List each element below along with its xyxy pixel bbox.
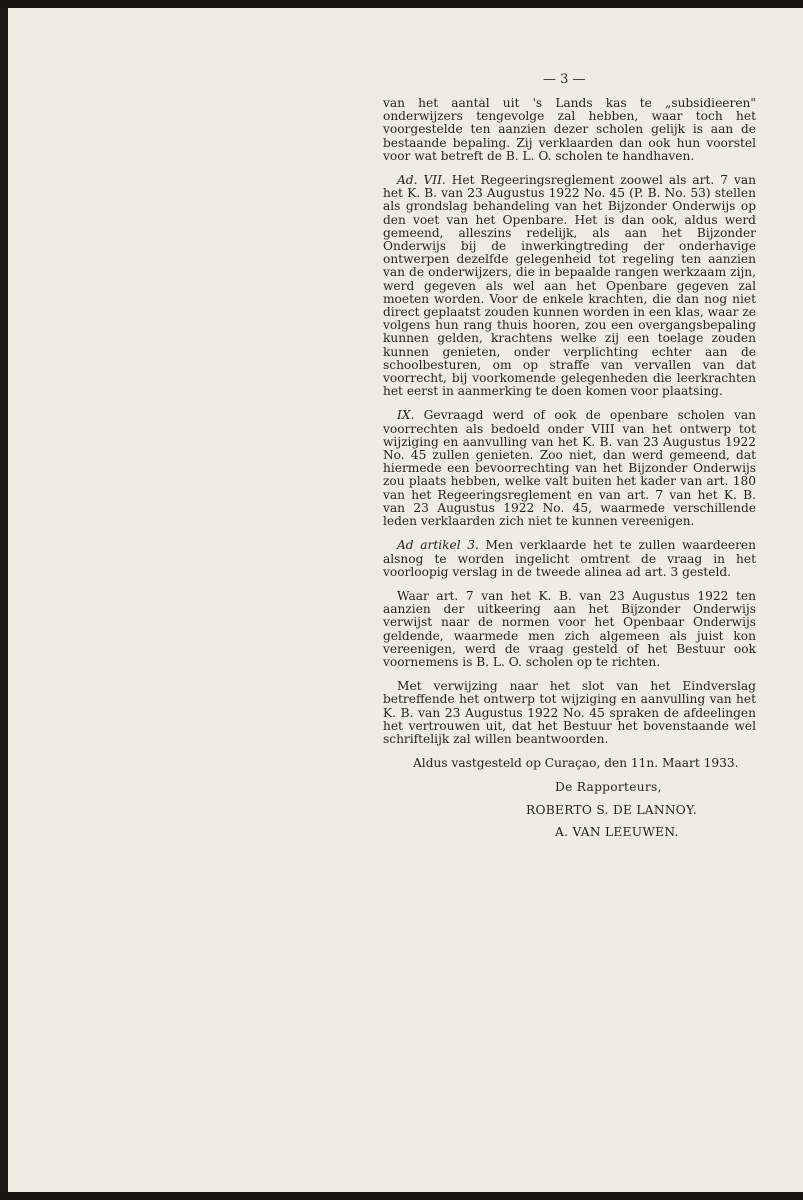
paragraph-intro-continuation [383,97,756,163]
document-body [383,97,756,848]
paragraph-ix [383,409,756,528]
paragraph-text: van het aantal uit 's Lands kas te „subsidieeren" onderwijzers tengevolge zal hebben, waar toch het voorgestelde ten aanzien dezer scholen gelijk is aan de bestaande bepaling. Zij verklaarden dan ook hun voorstel voor wat betreft de B. L. O. scholen te handhaven. [383,96,756,163]
paragraph-text: Het Regeeringsreglement zoowel als art. 7 van het K. B. van 23 Augustus 1922 No. 45 (P. B. No. 53) stellen als grondslag behandeling van het Bijzonder Onderwijs op den voet van het Openbare. Het is dan ook, aldus werd gemeend, alleszins redelijk, als aan het Bijzonder Onderwijs bij de inwerkingtreding der onderhavige ontwerpen dezelfde gelegenheid tot regeling ten aanzien van de onderwijzers, die in bepaalde rangen werkzaam zijn, werd gegeven als wel aan het Openbare gegeven zal moeten worden. Voor de enkele krachten, die dan nog niet direct geplaatst zouden kunnen worden in een klas, waar ze volgens hun rang thuis hooren, zou een overgangsbepaling kunnen gelden, krachtens welke zij een toelage zouden kunnen genieten, onder verplichting echter aan de schoolbesturen, om op straffe van vervallen van dat voorrecht, bij voorkomende gelegenheden die leerkrachten het eerst in aanmerking te doen komen voor plaatsing. [383,173,756,399]
signature-name: ROBERTO S. DE LANNOY. [526,802,698,817]
paragraph-ad-vii [383,174,756,398]
closing-line: Aldus vastgesteld op Curaçao, den 11n. Maart 1933. [413,756,739,771]
paragraph-lead: Ad. VII. [397,173,446,188]
scan-bottom-border [0,1192,803,1200]
paragraph-text: Men verklaarde het te zullen waardeeren alsnog te worden ingelicht omtrent de vraag in het voorloopig verslag in de tweede alinea ad art. 3 gesteld. [383,538,756,579]
scan-top-border [0,0,803,8]
paragraph-eindverslag [383,680,756,746]
signature-name: A. VAN LEEUWEN. [555,824,679,839]
signature-header: De Rapporteurs, [555,780,662,795]
paragraph-text: Met verwijzing naar het slot van het Eindverslag betreffende het ontwerp tot wijziging en aanvulling van het K. B. van 23 Augustus 1922 No. 45 spraken de afdeelingen het vertrouwen uit, dat het Bestuur het bovenstaande wel schriftelijk zal willen beantwoorden. [383,679,756,746]
page-number: — 3 — [543,72,586,87]
paragraph-lead: Ad artikel 3. [397,538,479,553]
paragraph-text: Waar art. 7 van het K. B. van 23 Augustus 1922 ten aanzien der uitkeering aan het Bijzonder Onderwijs verwijst naar de normen voor het Openbaar Onderwijs geldende, waarmede men zich algemeen als juist kon vereenigen, werd de vraag gesteld of het Bestuur ook voornemens is B. L. O. scholen op te richten. [383,588,756,669]
paragraph-ad-artikel-3 [383,539,756,579]
paragraph-art-7 [383,590,756,669]
paragraph-text: Gevraagd werd of ook de openbare scholen van voorrechten als bedoeld onder VIII van het ontwerp tot wijziging en aanvulling van het K. B. van 23 Augustus 1922 No. 45 zullen genieten. Zoo niet, dan werd gemeend, dat hiermede een bevoorrechting van het Bijzonder Onderwijs zou plaats hebben, welke valt buiten het kader van art. 180 van het Regeeringsreglement en van art. 7 van het K. B. van 23 Augustus 1922 No. 45, waarmede verschillende leden verklaarden zich niet te kunnen vereenigen. [383,408,756,529]
paragraph-lead: IX. [397,408,415,423]
